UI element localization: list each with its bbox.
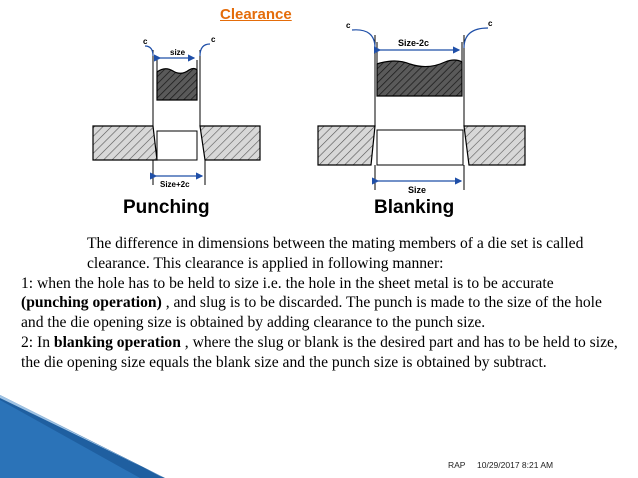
blanking-size-label: Size (408, 185, 427, 195)
footer-author: RAP (448, 460, 466, 470)
paragraph-blanking-text-b: , where the slug or blank is the desired part and has to be held to size, the die opening size equals the blank size and the punch size is obtained by subtract. (21, 333, 618, 371)
punching-size-label: size (170, 48, 186, 57)
blanking-size2c-label: Size-2c (398, 38, 430, 48)
blanking-caption: Blanking (374, 197, 455, 218)
punching-operation-bold: (punching operation) (21, 294, 162, 312)
paragraph-punching-text-a: 1: when the hole has to be held to size i.e. the hole in the sheet metal is to be accurate (21, 274, 554, 292)
blanking-c-left-label: c (346, 21, 351, 30)
slide-title: Clearance (220, 6, 292, 23)
punching-caption: Punching (123, 197, 210, 218)
paragraph-blanking-text-a: 2: In (21, 333, 54, 351)
paragraph-punching-text-b: , and slug is to be discarded. The punch is made to the size of the hole and the die opening size is obtained by adding clearance to the punch size. (21, 294, 602, 332)
punching-c-left-label: c (143, 37, 148, 46)
punching-c-right-label: c (211, 35, 216, 44)
footer-date: 10/29/2017 8:21 AM (477, 460, 554, 470)
paragraph-definition: The difference in dimensions between the mating members of a die set is called clearance. This clearance is applied in following manner: (87, 235, 584, 272)
blanking-c-right-label: c (488, 19, 493, 28)
punching-size2c-label: Size+2c (160, 180, 190, 189)
blanking-operation-bold: blanking operation (53, 333, 181, 351)
